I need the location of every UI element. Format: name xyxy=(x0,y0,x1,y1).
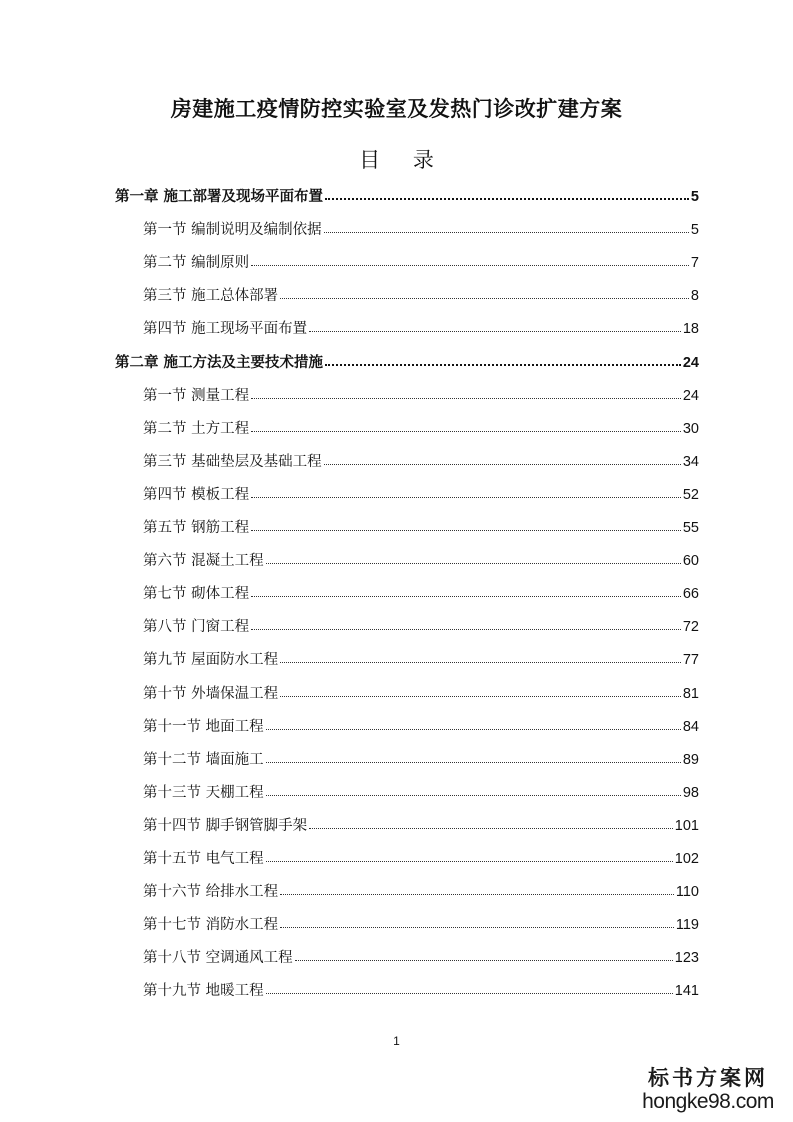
toc-entry-label: 第三节 施工总体部署 xyxy=(143,288,279,305)
toc-entry[interactable] xyxy=(143,284,699,304)
toc-entry-label: 第一节 编制说明及编制依据 xyxy=(143,222,322,239)
toc-entry[interactable] xyxy=(115,185,699,205)
toc-leader xyxy=(266,729,681,730)
page-number: 1 xyxy=(393,1034,400,1048)
toc-leader xyxy=(266,563,681,564)
toc-entry[interactable] xyxy=(143,648,699,668)
toc-entry-page: 66 xyxy=(682,586,699,603)
toc-entry-label: 第十六节 给排水工程 xyxy=(143,884,279,901)
toc-leader xyxy=(266,861,673,862)
toc-entry-page: 102 xyxy=(674,851,699,867)
toc-entry-label: 第十九节 地暖工程 xyxy=(143,983,264,1000)
toc-entry[interactable] xyxy=(143,516,699,536)
toc-entry-page: 8 xyxy=(690,288,699,305)
toc-entry-page: 5 xyxy=(690,189,699,205)
toc-entry-page: 84 xyxy=(682,718,699,735)
toc-entry[interactable] xyxy=(143,417,699,437)
toc-entry-label: 第二节 编制原则 xyxy=(143,255,250,272)
toc-entry[interactable] xyxy=(143,814,699,834)
toc-entry-page: 60 xyxy=(682,553,699,570)
toc-entry-label: 第十七节 消防水工程 xyxy=(143,917,279,934)
toc-entry-page: 81 xyxy=(682,685,699,702)
toc-entry[interactable] xyxy=(143,251,699,271)
toc-entry-page: 89 xyxy=(682,751,699,768)
toc-entry[interactable] xyxy=(115,351,699,371)
toc-entry-label: 第八节 门窗工程 xyxy=(143,619,250,636)
toc-entry-label: 第四节 施工现场平面布置 xyxy=(143,321,308,338)
toc-entry-page: 34 xyxy=(682,453,699,470)
watermark-url: hongke98.com xyxy=(642,1090,774,1113)
toc-entry[interactable] xyxy=(143,483,699,503)
toc-entry-page: 123 xyxy=(674,950,699,967)
toc-entry[interactable] xyxy=(143,748,699,768)
toc-leader xyxy=(251,265,689,266)
toc-entry-page: 101 xyxy=(674,817,699,834)
toc-leader xyxy=(324,464,681,465)
toc-entry[interactable] xyxy=(143,979,699,999)
toc-leader xyxy=(266,993,673,994)
toc-entry[interactable] xyxy=(143,880,699,900)
toc-entry-label: 第七节 砌体工程 xyxy=(143,586,250,603)
toc-entry-page: 55 xyxy=(682,520,699,536)
toc-entry-page: 141 xyxy=(674,983,699,1000)
toc-entry-label: 第六节 混凝土工程 xyxy=(143,553,264,570)
toc-entry-label: 第五节 钢筋工程 xyxy=(143,520,250,536)
toc-entry[interactable] xyxy=(143,450,699,470)
toc-entry-label: 第十五节 电气工程 xyxy=(143,851,264,867)
toc-leader xyxy=(251,530,681,531)
toc-entry-label: 第一章 施工部署及现场平面布置 xyxy=(115,189,324,205)
document-title: 房建施工疫情防控实验室及发热门诊改扩建方案 xyxy=(170,97,623,121)
toc-entry-page: 24 xyxy=(682,354,699,371)
toc-leader xyxy=(266,762,681,763)
toc-leader xyxy=(251,431,681,432)
toc-entry-page: 52 xyxy=(682,486,699,503)
toc-leader xyxy=(295,960,673,961)
toc-entry-label: 第三节 基础垫层及基础工程 xyxy=(143,453,322,470)
toc-leader xyxy=(309,828,673,829)
toc-entry[interactable] xyxy=(143,615,699,635)
toc-entry-label: 第十节 外墙保温工程 xyxy=(143,685,279,702)
toc-entry-label: 第九节 屋面防水工程 xyxy=(143,652,279,669)
toc-leader xyxy=(309,331,681,332)
toc-entry-page: 5 xyxy=(690,222,699,239)
toc-entry-label: 第十一节 地面工程 xyxy=(143,718,264,735)
toc-entry-page: 98 xyxy=(682,784,699,801)
toc-leader xyxy=(251,497,681,498)
toc-entry-label: 第十二节 墙面施工 xyxy=(143,751,264,768)
toc-entry[interactable] xyxy=(143,582,699,602)
toc-entry-page: 119 xyxy=(675,917,699,934)
toc-leader xyxy=(251,629,681,630)
toc-leader xyxy=(325,364,681,366)
toc-entry-page: 72 xyxy=(682,619,699,636)
toc-entry[interactable] xyxy=(143,847,699,867)
site-watermark xyxy=(633,1066,783,1114)
toc-entry-label: 第四节 模板工程 xyxy=(143,486,250,503)
toc-leader xyxy=(280,662,681,663)
toc-leader xyxy=(280,894,674,895)
toc-entry-label: 第十四节 脚手钢管脚手架 xyxy=(143,817,308,834)
toc-entry-label: 第十八节 空调通风工程 xyxy=(143,950,293,967)
toc-entry[interactable] xyxy=(143,913,699,933)
toc-heading: 目 录 xyxy=(359,148,434,172)
toc-entry-page: 30 xyxy=(682,420,699,437)
toc-entry[interactable] xyxy=(143,715,699,735)
watermark-site-name: 标书方案网 xyxy=(648,1065,768,1090)
toc-leader xyxy=(280,696,681,697)
toc-entry[interactable] xyxy=(143,317,699,337)
toc-entry-page: 18 xyxy=(682,321,699,338)
toc-leader xyxy=(324,232,689,233)
toc-entry[interactable] xyxy=(143,549,699,569)
toc-entry[interactable] xyxy=(143,218,699,238)
toc-leader xyxy=(280,927,674,928)
toc-entry[interactable] xyxy=(143,946,699,966)
toc-entry[interactable] xyxy=(143,781,699,801)
toc-leader xyxy=(325,198,689,200)
toc-entry-page: 24 xyxy=(682,387,699,404)
toc-entry-label: 第一节 测量工程 xyxy=(143,387,250,404)
toc-entry-page: 77 xyxy=(682,652,699,669)
toc-leader xyxy=(251,398,681,399)
toc-entry[interactable] xyxy=(143,384,699,404)
toc-entry-label: 第十三节 天棚工程 xyxy=(143,784,264,801)
toc-leader xyxy=(251,596,681,597)
toc-leader xyxy=(266,795,681,796)
toc-entry-label: 第二节 土方工程 xyxy=(143,420,250,437)
toc-entry-page: 7 xyxy=(690,255,699,272)
toc-entry-label: 第二章 施工方法及主要技术措施 xyxy=(115,354,324,371)
toc-entry[interactable] xyxy=(143,682,699,702)
toc-entry-page: 110 xyxy=(675,884,699,901)
toc-leader xyxy=(280,298,689,299)
